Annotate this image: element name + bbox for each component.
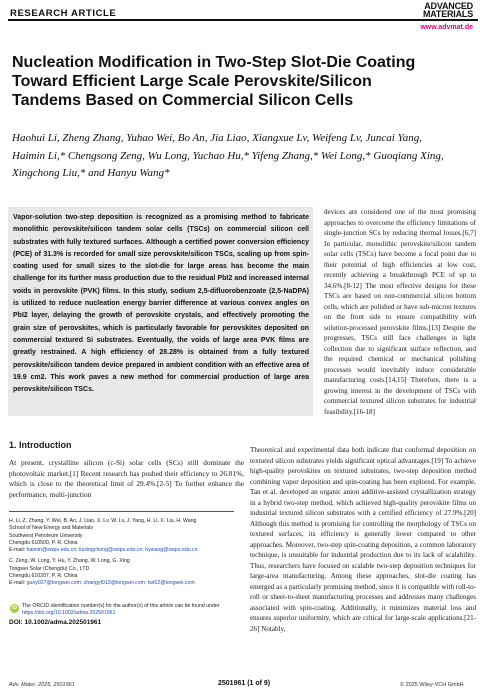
affiliation-univ-1: Southwest Petroleum University: [9, 532, 83, 539]
affiliation-org-2: Tongwei Solar (Chengdu) Co., LTD: [9, 565, 90, 572]
footer-journal: Adv. Mater. 2025, 2501961: [9, 682, 75, 688]
section-label: RESEARCH ARTICLE: [10, 8, 117, 19]
affiliations: [9, 518, 244, 588]
email-label: E-mail:: [9, 547, 26, 554]
journal-logo: [423, 3, 473, 18]
orcid-text: The ORCID identification number(s) for the author(s) of this article can be found under: [22, 603, 220, 609]
doi-line: DOI: 10.1002/adma.202501961: [9, 619, 102, 626]
logo-line2: MATERIALS: [422, 8, 473, 19]
affiliation-names-1: H. Li, Z. Zhang, Y. Wei, B. An, J. Liao, X. Lv, W. Lv, J. Yang, H. Li, X. Liu, H. Wang: [9, 518, 197, 524]
journal-url-link[interactable]: www.advmat.de: [420, 24, 473, 31]
author-list: Haohui Li, Zheng Zhang, Yuhao Wei, Bo An, Jia Liao, Xiangxue Lv, Weifeng Lv, Juncai Yang, Haimin Li,* Chengsong Zeng, Wu Long, Yuchao Hu,* Yifeng Zhang,* Wei Long,* Guoqiang Xing, Xingchong Liu,* and Hanyu Wang*: [12, 132, 444, 179]
affiliation-email-row-2: [9, 580, 244, 587]
affiliation-city-2: Chengdu 610207, P. R. China: [9, 573, 78, 580]
affiliation-names-2: C. Zeng, W. Long, Y. Hu, Y. Zhang, W. Long, G. Xing: [9, 558, 130, 565]
footer-page: 2501961 (1 of 9): [218, 680, 271, 687]
email-link-2[interactable]: guoy027@tongwei.com; zhangyf013@tongwei.com; twt02@tongwei.com: [26, 580, 195, 587]
intro-heading: 1. Introduction: [9, 440, 72, 450]
footer-copyright: © 2025 Wiley-VCH GmbH: [400, 682, 464, 688]
right-column-continued: Theoretical and experimental data both indicate that conformal deposition on textured silicon substrates yields significant optical advantages.[19] To achieve high-quality perovskites on textured substrates, two-step deposition method combining vapor deposition and spin-coating has been explored. For example, Tan et al. developed an organic anion additive-assisted crystallization strategy in a hybrid two-step method, which achieved high-quality perovskite films on industrial textured silicon substrates with a certified efficiency of 27.9%.[20] Although this method is promising for controlling the morphology of TSCs on textured surfaces, its efficiency is generally lower compared to other approaches. Moreover, two-step spin-coating deposition, a common laboratory technique, is unsuitable for industrial production due to its lack of scalability. Thus, researchers have focused on scalable two-step deposition techniques for large-area manufacturing. Among these approaches, slot-die coating has emerged as a particularly promising method, since it is compatible with roll-to-roll or sheet-to-sheet manufacturing processes and addresses many challenges associated with spin-coating. Additionally, it minimizes material loss and ensures superior uniformity, which are critical for large-scale applications.[21-26] Notably,: [250, 446, 476, 633]
orcid-note: [22, 603, 244, 618]
intro-paragraph: At present, crystalline silicon (c-Si) solar cells (SCs) still dominate the photovoltaic market.[1] Recent research has pushed their efficiency to 26.81%, which is close to the theoretical limit of 29.4%.[2-5] To further enhance the performance, multi-junction: [9, 458, 244, 499]
orcid-link[interactable]: https://doi.org/10.1002/adma.202501961: [22, 610, 116, 617]
affiliation-divider: [9, 511, 234, 512]
email-link-1[interactable]: haimin@swpu.edu.cn; liuxingchong@swpu.edu.cn; hywang@swpu.edu.cn: [26, 547, 198, 554]
orcid-icon: iD: [12, 605, 17, 611]
abstract-text: Vapor-solution two-step deposition is recognized as a promising method to fabricate monolithic perovskite/silicon tandem solar cells (TSCs) on commercial silicon cell substrates with fully textured surfaces. Although a certified power conversion efficiency (PCE) of 31.3% is recorded for small size perovskite/silicon TSCs, scaling up from spin-coating used for small sizes to the slot-die for large areas has become the main challenge for its further mass production due to the residual PbI2 and increased internal voids in perovskite (PVK) films. In this study, sodium 2,5-difluorobenzoate (2,5-NaDPA) is utilized to reduce nucleation energy barrier difference at various convex angles on PbI2 layer, delaying the growth of perovskite crystals, and effectively promoting the grain size of perovskites, which is particularly favorable for perovskites deposited on commercial textured Si substrates. Eventually, the voids of large area PVK films are greatly restrained. A high efficiency of 28.28% is obtained from a fully textured perovskite/silicon tandem device prepared in ambient condition with an effective area of 19.9 cm2. This work paves a new method for commercial production of large area perovskite/silicon TSCs.: [13, 214, 309, 394]
right-column-text: devices are considered one of the most promising approaches to overcome the efficiency limitations of single-junction SCs by reducing thermal losses.[6,7] In particular, monolithic perovskite/silicon tandem solar cells (TSCs) have become a focal point due to their potential of high efficiencies at low cost, recently achieving a breakthrough PCE of up to 34.6%.[8-12] The most effective designs for these TSCs are based on non-commercial silicon bottom cells, which are polished or have sub-micron textures on the front side to ensure compatibility with solution-processed perovskite films.[13] Despite the progresses, TSCs still face challenges in light collection due to significant surface reflection, and the required chemical or mechanical polishing processes would inevitably induce considerable manufacturing costs.[14,15] Therefore, there is a growing interest in the development of TSCs with commercial textured silicon substrates for industrial feasibility.[16-18]: [324, 208, 476, 416]
logo-line1: ADVANCED: [424, 1, 473, 11]
affiliation-email-row-1: [9, 547, 244, 554]
header-rule: [8, 19, 478, 21]
article-title: Nucleation Modification in Two-Step Slot-Die Coating Toward Efficient Large Scale Perovskite/Silicon Tandems Based on Commercial Silicon Cells: [12, 54, 416, 109]
affiliation-org-1: School of New Energy and Materials: [9, 525, 93, 532]
email-label: E-mail:: [9, 580, 26, 587]
affiliation-city-1: Chengdu 610500, P. R. China: [9, 539, 78, 546]
